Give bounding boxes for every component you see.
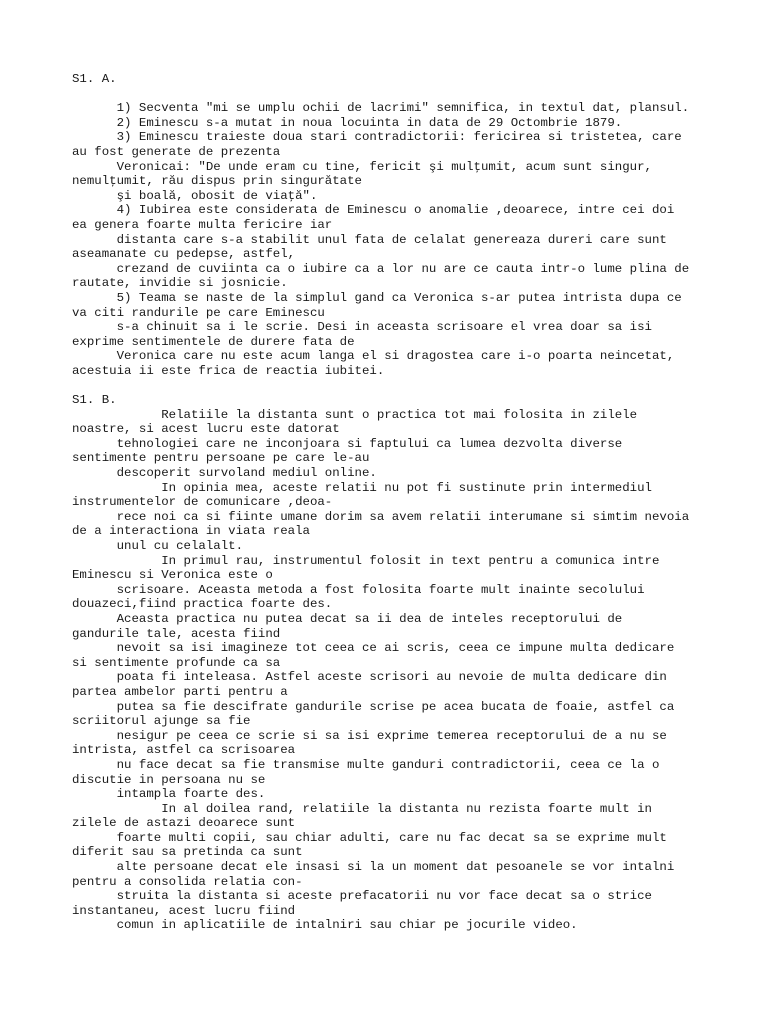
document-body-text: S1. A. 1) Secventa "mi se umplu ochii de lacrimi" semnifica, in textul dat, plansul. 2) Eminescu s-a mutat in noua locuinta in data de 29 Octombrie 1879. 3) Eminescu traieste doua stari contradictorii: fericirea si tristetea, care au fost generate de prezenta Veronicai: "De unde eram cu tine, fericit şi mulţumit, acum sunt singur, nemulţumit, rău dispus prin singurătate şi boală, obosit de viaţă". 4) Iubirea este considerata de Eminescu o anomalie ,deoarece, intre cei doi ea genera foarte multa fericire iar distanta care s-a stabilit unul fata de celalat genereaza dureri care sunt aseamanate cu pedepse, astfel, crezand de cuviinta ca o iubire ca a lor nu are ce cauta intr-o lume plina de rautate, invidie si josnicie. 5) Teama se naste de la simplul gand ca Veronica s-ar putea intrista dupa ce va citi randurile pe care Eminescu s-a chinuit sa i le scrie. Desi in aceasta scrisoare el vrea doar sa isi exprime sentimentele de durere fata de Veronica care nu este acum langa el si dragostea care i-o poarta neincetat, acestuia ii este frica de reactia iubitei. S1. B. Relatiile la distanta sunt o practica tot mai folosita in zilele noastre, si acest lucru este datorat tehnologiei care ne inconjoara si faptului ca lumea dezvolta diverse sentimente pentru persoane pe care le-au descoperit survoland mediul online. In opinia mea, aceste relatii nu pot fi sustinute prin intermediul instrumentelor de comunicare ,deoa- rece noi ca si fiinte umane dorim sa avem relatii interumane si simtim nevoia de a interactiona in viata reala unul cu celalalt. In primul rau, instrumentul folosit in text pentru a comunica intre Eminescu si Veronica este o scrisoare. Aceasta metoda a fost folosita foarte mult inainte secolului douazeci,fiind practica foarte des. Aceasta practica nu putea decat sa ii dea de inteles receptorului de gandurile tale, acesta fiind nevoit sa isi imagineze tot ceea ce ai scris, ceea ce impune multa dedicare si sentimente profunde ca sa poata fi inteleasa. Astfel aceste scrisori au nevoie de multa dedicare din partea ambelor parti pentru a putea sa fie descifrate gandurile scrise pe acea bucata de foaie, astfel ca scriitorul ajunge sa fie nesigur pe ceea ce scrie si sa isi exprime temerea receptorului de a nu se intrista, astfel ca scrisoarea nu face decat sa fie transmise multe ganduri contradictorii, ceea ce la o discutie in persoana nu se intampla foarte des. In al doilea rand, relatiile la distanta nu rezista foarte mult in zilele de astazi deoarece sunt foarte multi copii, sau chiar adulti, care nu fac decat sa se exprime mult diferit sau sa pretinda ca sunt alte persoane decat ele insasi si la un moment dat pesoanele se vor intalni pentru a consolida relatia con- struita la distanta si aceste prefacatorii nu vor face decat sa o strice instantaneu, acest lucru fiind comun in aplicatiile de intalniri sau chiar pe jocurile video.: [72, 72, 690, 933]
